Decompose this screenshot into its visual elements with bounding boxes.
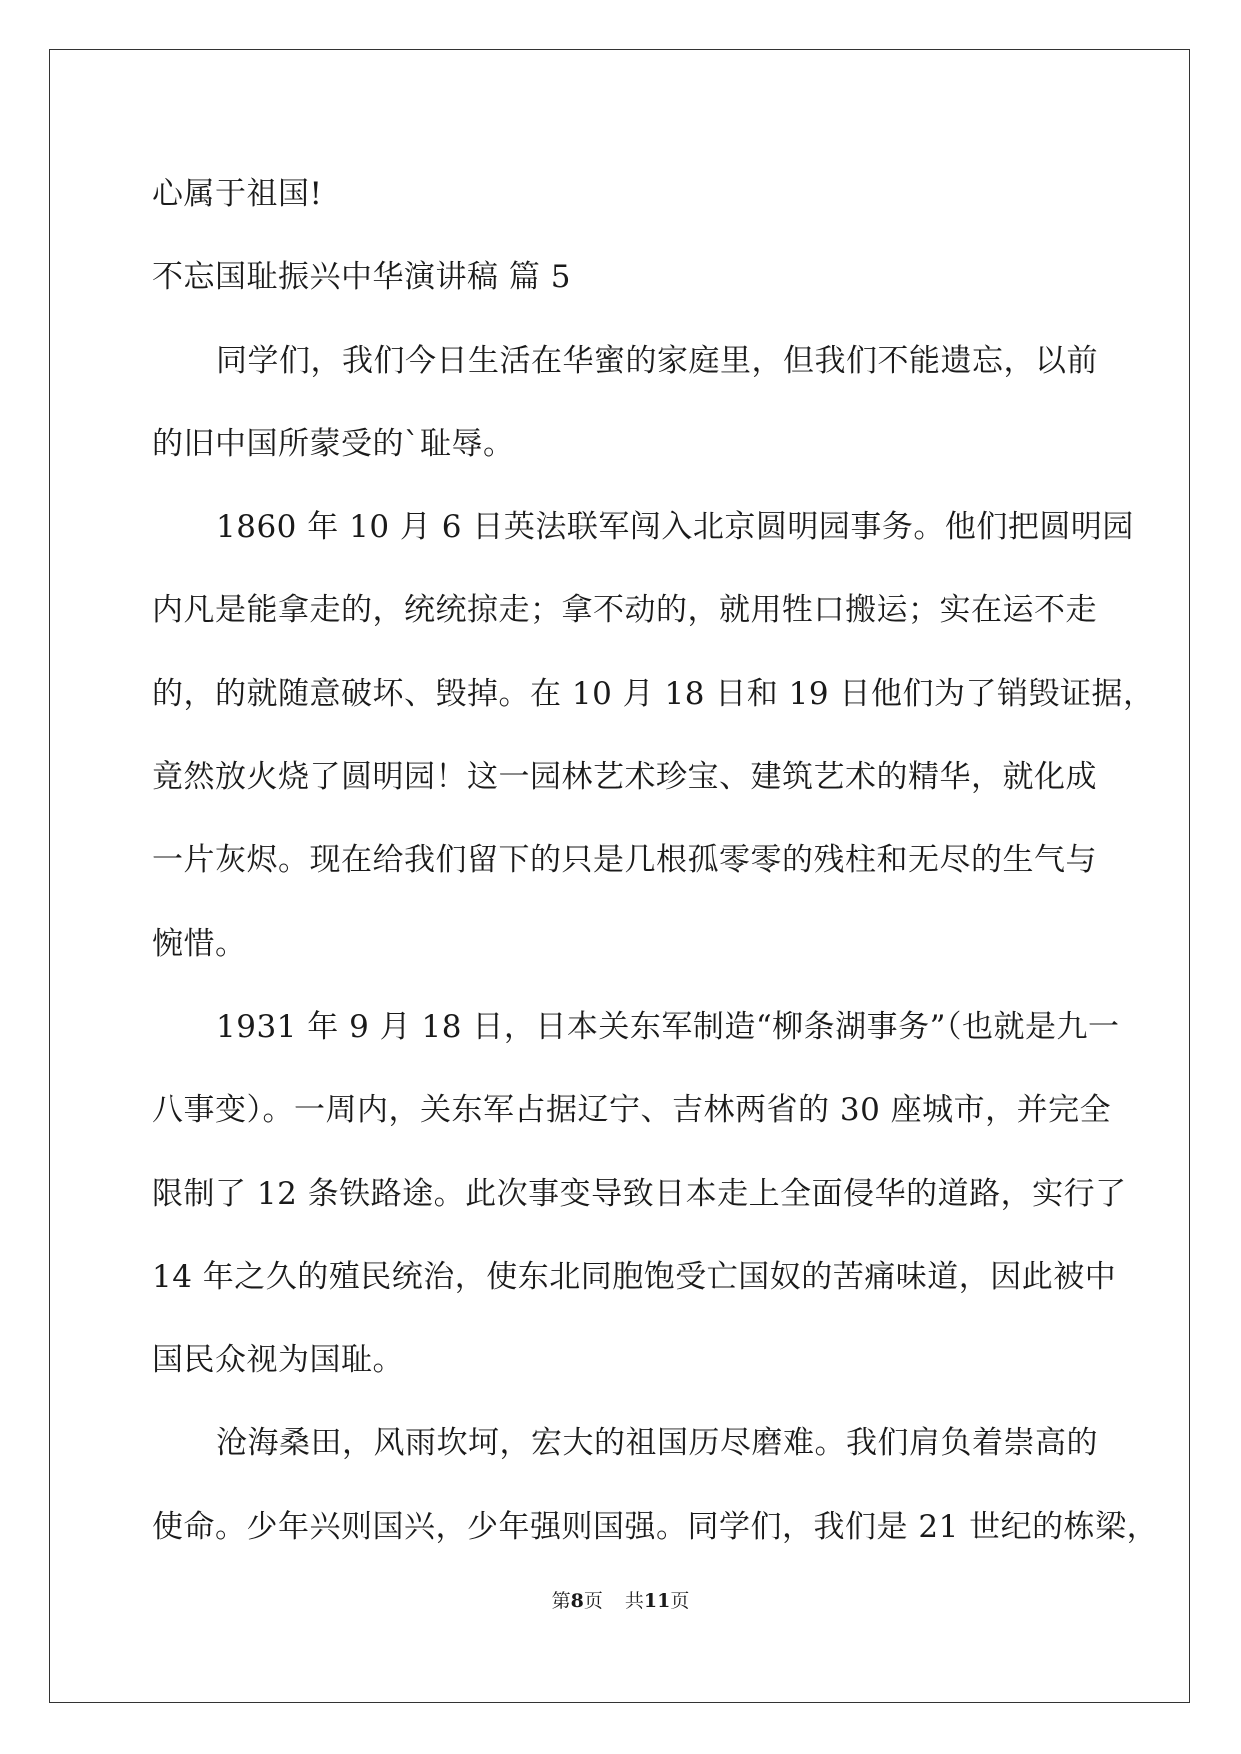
document-body bbox=[152, 166, 1159, 1582]
paragraph-line: 1860 年 10 月 6 日英法联军闯入北京圆明园事务。他们把圆明园 bbox=[216, 509, 1134, 546]
page-number: 8 bbox=[570, 1590, 584, 1612]
paragraph-line: 一片灰烬。现在给我们留下的只是几根孤零零的残柱和无尽的生气与 bbox=[152, 842, 1097, 879]
total-suffix: 页 bbox=[670, 1590, 690, 1612]
page-suffix: 页 bbox=[583, 1590, 603, 1612]
paragraph-line: 同学们，我们今日生活在华蜜的家庭里，但我们不能遗忘，以前 bbox=[216, 342, 1098, 379]
paragraph-line: 使命。少年兴则国兴，少年强则国强。同学们，我们是 21 世纪的栋梁， bbox=[152, 1508, 1159, 1545]
total-pages: 11 bbox=[643, 1590, 671, 1612]
paragraph-line: 内凡是能拿走的，统统掠走；拿不动的，就用牲口搬运；实在运不走 bbox=[152, 592, 1097, 629]
paragraph-line: 的旧中国所蒙受的`耻辱。 bbox=[152, 425, 515, 462]
total-prefix: 共 bbox=[624, 1590, 644, 1612]
page-footer bbox=[0, 1588, 1241, 1614]
paragraph-line: 沧海桑田，风雨坎坷，宏大的祖国历尽磨难。我们肩负着崇高的 bbox=[216, 1425, 1098, 1462]
paragraph-line: 竟然放火烧了圆明园！这一园林艺术珍宝、建筑艺术的精华，就化成 bbox=[152, 759, 1097, 796]
section-heading: 不忘国耻振兴中华演讲稿 篇 5 bbox=[152, 259, 571, 296]
paragraph-line: 限制了 12 条铁路途。此次事变导致日本走上全面侵华的道路，实行了 bbox=[152, 1175, 1127, 1212]
paragraph-line: 的，的就随意破坏、毁掉。在 10 月 18 日和 19 日他们为了销毁证据， bbox=[152, 675, 1155, 712]
paragraph-line: 惋惜。 bbox=[152, 925, 247, 962]
text-line: 心属于祖国! bbox=[152, 176, 323, 212]
paragraph-line: 八事变）。一周内，关东军占据辽宁、吉林两省的 30 座城市，并完全 bbox=[152, 1092, 1112, 1129]
paragraph-line: 国民众视为国耻。 bbox=[152, 1342, 404, 1379]
page-prefix: 第 bbox=[551, 1590, 571, 1612]
paragraph-line: 1931 年 9 月 18 日，日本关东军制造“柳条湖事务”（也就是九一 bbox=[216, 1008, 1120, 1045]
paragraph-line: 14 年之久的殖民统治，使东北同胞饱受亡国奴的苦痛味道，因此被中 bbox=[152, 1258, 1117, 1295]
